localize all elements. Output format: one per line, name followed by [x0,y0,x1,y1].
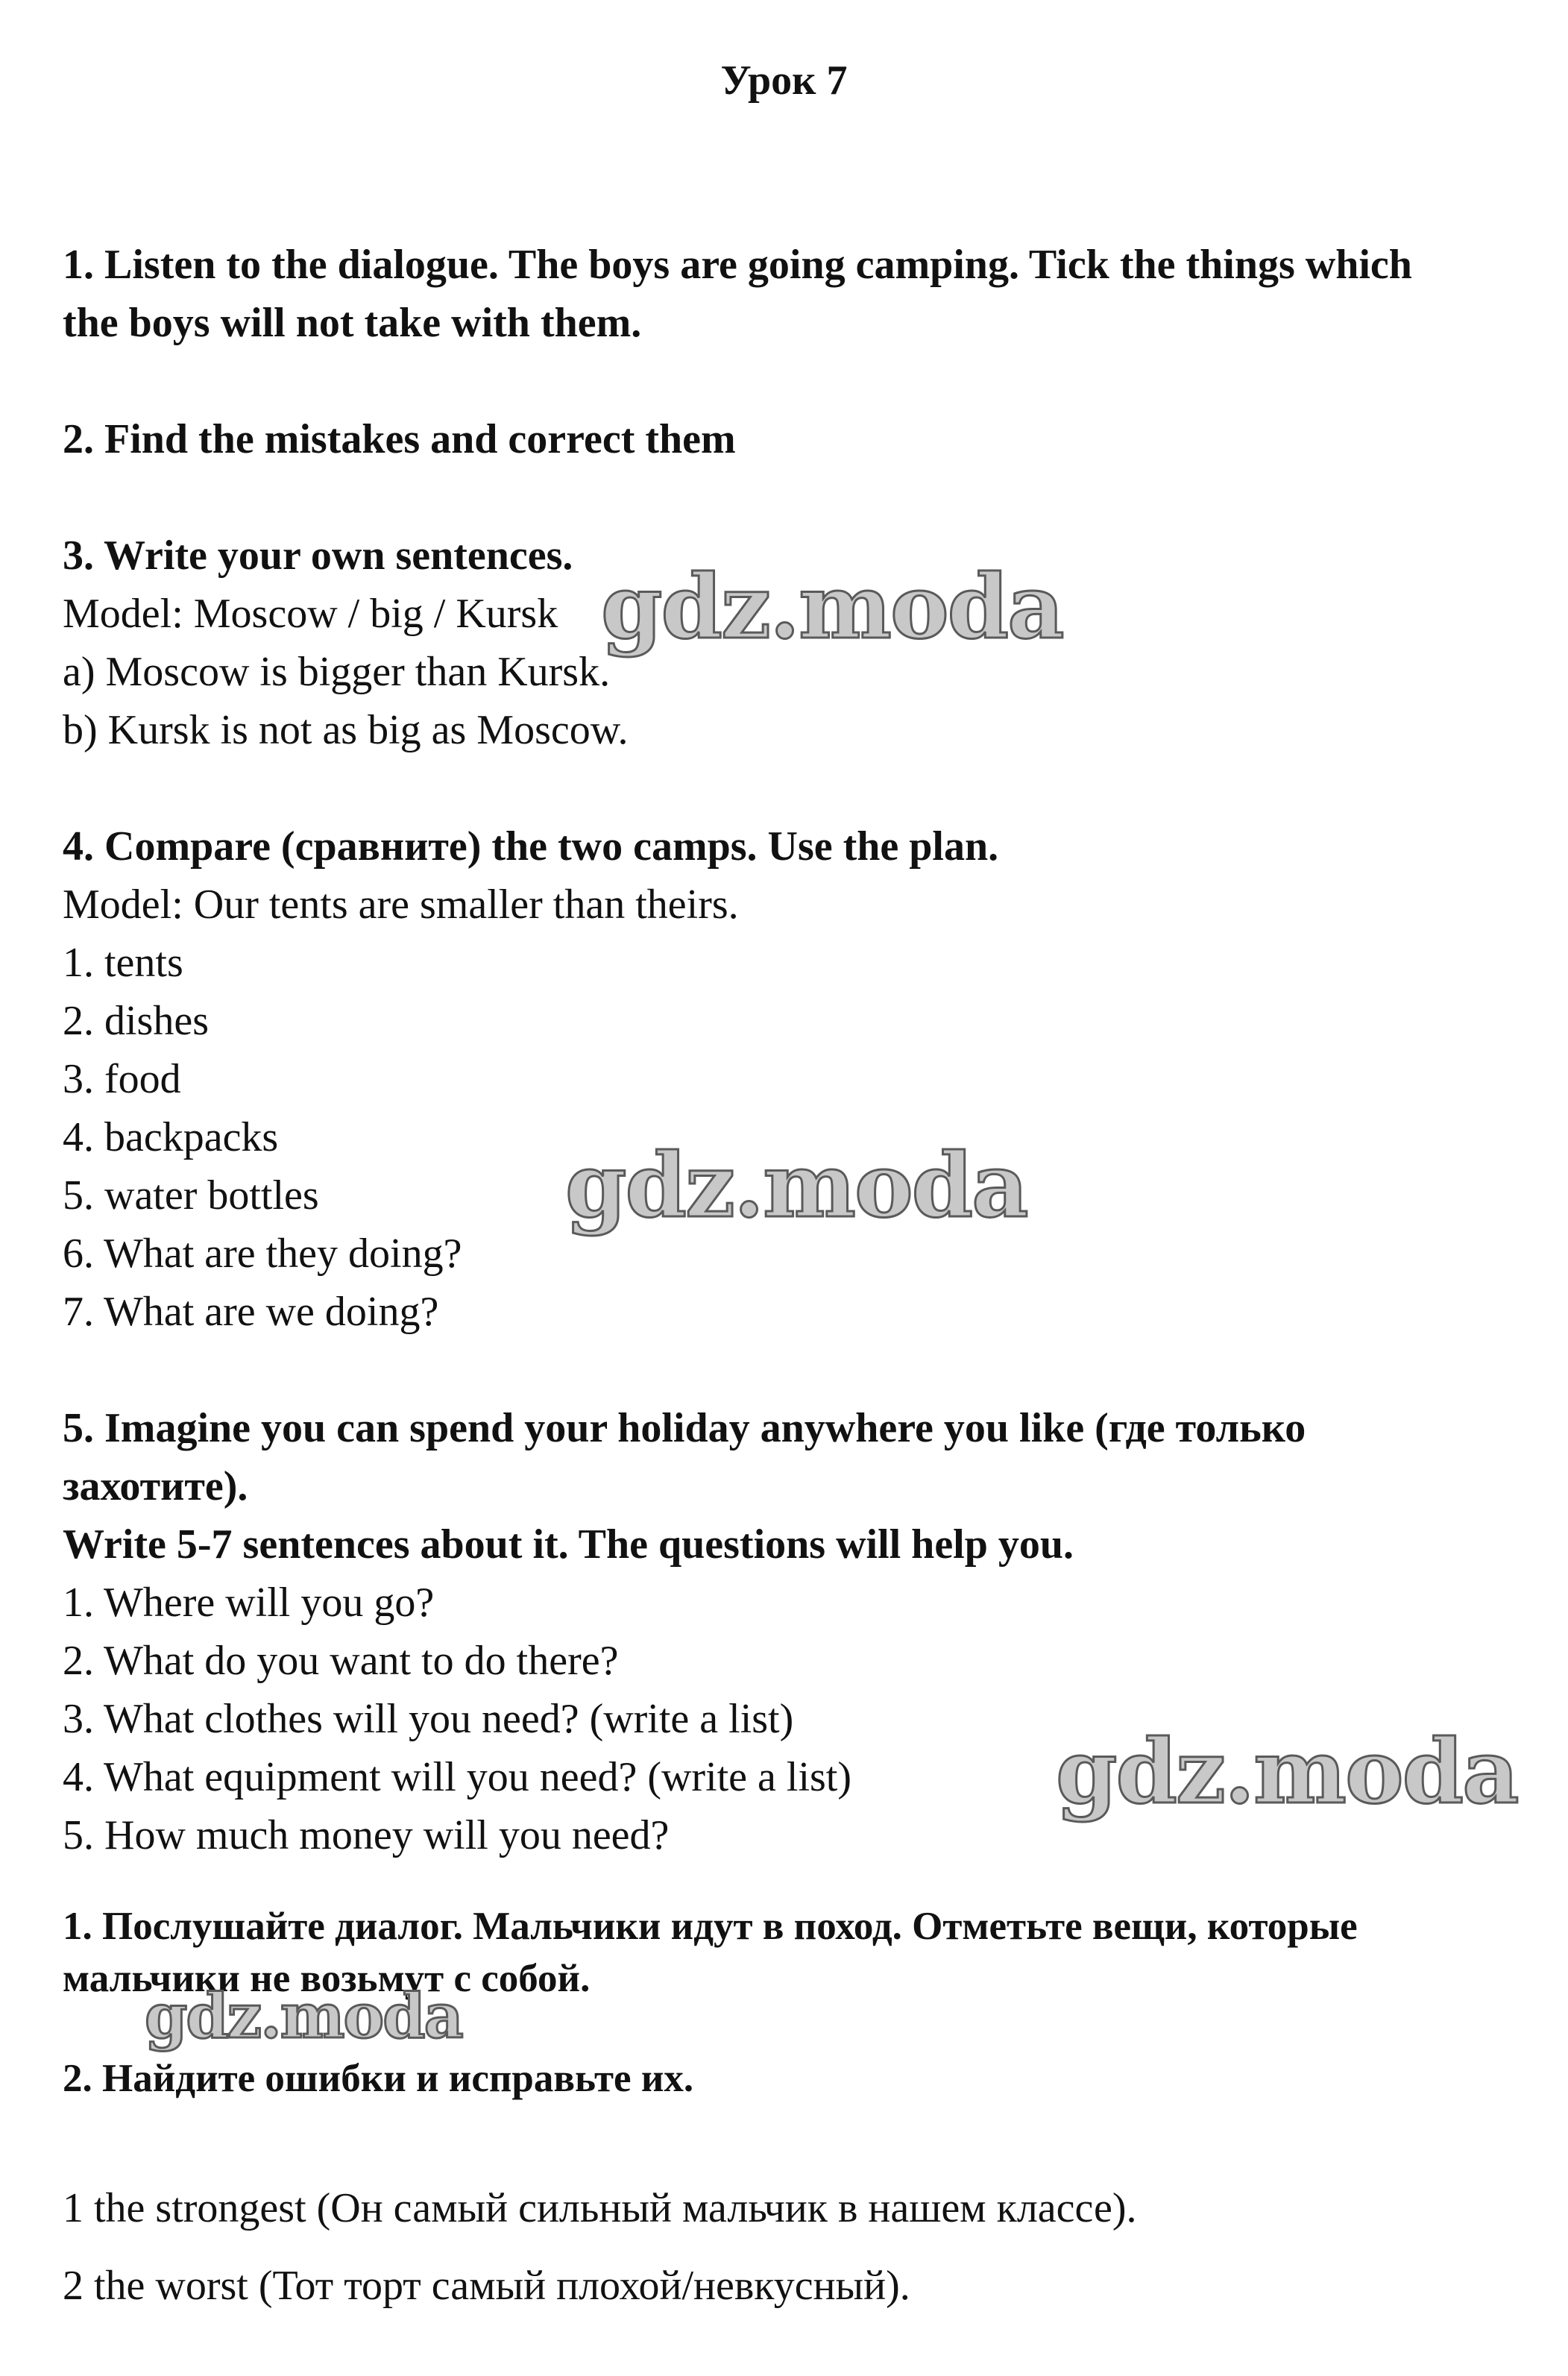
task5-question: 2. What do you want to do there? [63,1638,619,1684]
task4-item: 4. backpacks [63,1114,279,1160]
task5-heading-line3: Write 5-7 sentences about it. The questions will help you. [63,1521,1074,1568]
task4-item: 5. water bottles [63,1172,319,1219]
task3-example-b: b) Kursk is not as big as Moscow. [63,707,629,753]
task5-question: 1. Where will you go? [63,1580,435,1626]
task5-question: 5. How much money will you need? [63,1812,670,1858]
task2-heading: 2. Find the mistakes and correct them [63,416,736,462]
answer-line: 1 the strongest (Он самый сильный мальчик в нашем классе). [63,2185,1137,2231]
task4-item: 3. food [63,1056,181,1102]
task4-item: 1. tents [63,940,183,986]
task3-heading: 3. Write your own sentences. [63,532,573,579]
task4-model: Model: Our tents are smaller than theirs. [63,881,739,928]
watermark: gdz.moda [601,555,1063,659]
task4-item: 7. What are we doing? [63,1289,439,1335]
task1-heading-line1: 1. Listen to the dialogue. The boys are going camping. Tick the things which [63,242,1412,288]
watermark: gdz.moda [145,1981,462,2052]
watermark: gdz.moda [565,1134,1027,1237]
task3-model: Model: Moscow / big / Kursk [63,591,558,637]
task5-question: 3. What clothes will you need? (write a list) [63,1696,794,1742]
task4-item: 6. What are they doing? [63,1231,462,1277]
task5-heading-line2: захотите). [63,1463,248,1509]
translation-task1-line1: 1. Послушайте диалог. Мальчики идут в поход. Отметьте вещи, которые [63,1905,1358,1948]
task3-example-a: a) Moscow is bigger than Kursk. [63,649,611,695]
answer-line: 2 the worst (Тот торт самый плохой/невкусный). [63,2263,910,2309]
page-title: Урок 7 [720,57,848,104]
task4-heading: 4. Compare (сравните) the two camps. Use the plan. [63,823,999,870]
translation-task1-line2: мальчики не возьмут с собой. [63,1957,591,2000]
watermark: gdz.moda [1056,1720,1518,1823]
translation-task2: 2. Найдите ошибки и исправьте их. [63,2057,694,2100]
task1-heading-line2: the boys will not take with them. [63,300,642,346]
task5-question: 4. What equipment will you need? (write a list) [63,1754,852,1800]
task5-heading-line1: 5. Imagine you can spend your holiday anywhere you like (где только [63,1405,1306,1451]
task4-item: 2. dishes [63,998,209,1044]
